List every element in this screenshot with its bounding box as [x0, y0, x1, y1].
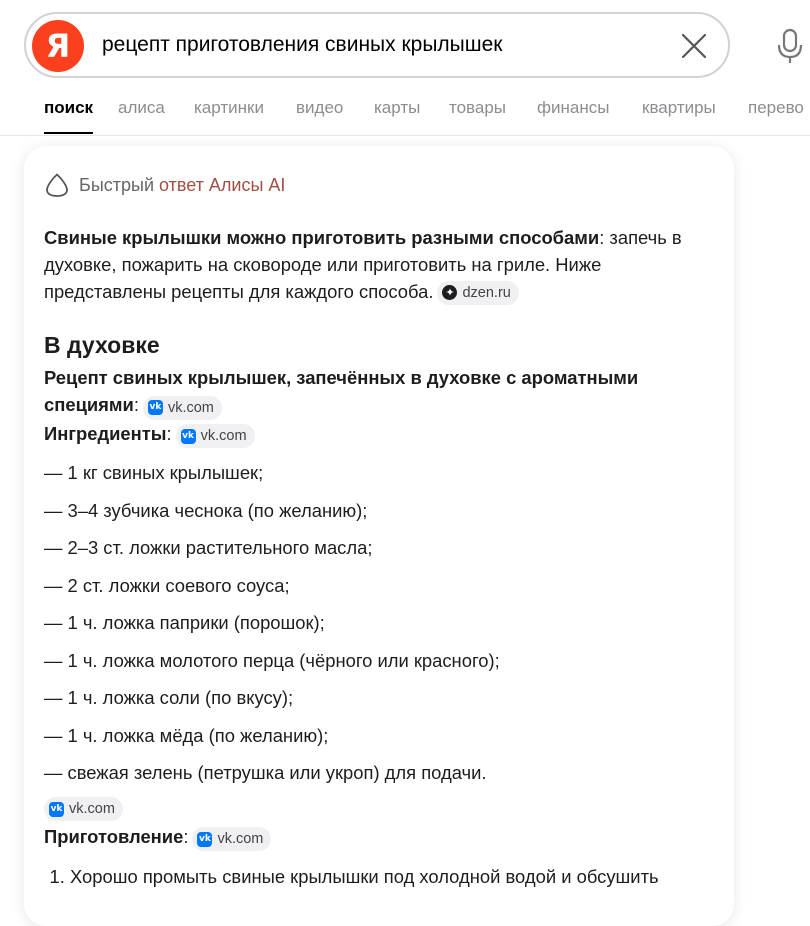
list-item: — свежая зелень (петрушка или укроп) для подачи. — [44, 762, 487, 783]
source-chip-vk[interactable] — [143, 396, 222, 420]
answer-label-alice: ответ Алисы AI — [159, 174, 286, 195]
search-input[interactable] — [102, 26, 662, 64]
answer-header — [44, 172, 285, 198]
tab-maps[interactable]: карты — [374, 98, 421, 117]
intro-paragraph — [44, 224, 716, 305]
search-box — [24, 12, 730, 78]
list-item: — 2–3 ст. ложки растительного масла; — [44, 537, 373, 558]
source-chip-dzen[interactable] — [437, 281, 518, 305]
list-item: 1. Хорошо промыть свиные крылышки под холодной водой и обсушить — [70, 863, 716, 890]
list-item: — 2 ст. ложки соевого соуса; — [44, 574, 290, 596]
dzen-icon: ✦ — [442, 285, 457, 300]
vk-icon: vk — [49, 802, 64, 817]
list-item: — 1 кг свиных крылышек; — [44, 462, 264, 483]
answer-content — [44, 224, 716, 890]
ingredients-list — [44, 459, 716, 797]
ingredients-title: Ингредиенты: vk vk.com — [44, 420, 716, 449]
tab-alice[interactable]: алиса — [118, 98, 165, 117]
ingredients-source — [44, 793, 716, 823]
clear-search-button[interactable] — [680, 32, 708, 60]
ingredients-title-text: Ингредиенты — [44, 422, 167, 444]
list-item: — 1 ч. ложка молотого перца (чёрного или красного); — [44, 649, 500, 671]
source-chip-label: vk.com — [217, 831, 264, 847]
close-icon — [680, 32, 708, 60]
intro-bold: Свиные крылышки можно приготовить разными способами — [44, 227, 600, 248]
list-item: — 1 ч. ложка соли (по вкусу); — [44, 687, 294, 708]
steps-list — [44, 863, 716, 890]
vk-icon: vk — [181, 429, 196, 444]
microphone-icon — [778, 28, 804, 64]
alice-answer-card — [24, 146, 734, 926]
source-chip-vk[interactable] — [44, 797, 123, 821]
tab-search[interactable]: поиск — [44, 98, 94, 117]
recipe-title-text: Рецепт свиных крылышек, запечённых в духовке с ароматными специями — [44, 367, 639, 415]
list-item: — 1 ч. ложка паприки (порошок); — [44, 612, 325, 633]
alice-icon — [44, 172, 70, 198]
header-divider — [0, 135, 810, 136]
vk-icon: vk — [197, 832, 212, 847]
source-chip-label: vk.com — [200, 428, 247, 444]
vk-icon: vk — [148, 400, 163, 415]
intro-text: : запечь в духовке, пожарить на сковороде или приготовить на гриле. Ниже представлены рецепты для каждого способа. — [44, 227, 682, 302]
source-chip-label: vk.com — [69, 801, 115, 817]
tab-video[interactable]: видео — [296, 98, 344, 117]
yandex-logo[interactable]: Я — [32, 20, 84, 72]
tab-realty[interactable]: квартиры — [642, 98, 716, 117]
preparation-title: Приготовление: vk vk.com — [44, 823, 716, 852]
section-title: В духовке — [44, 332, 160, 358]
preparation-title-text: Приготовление — [44, 825, 184, 847]
tab-finance[interactable]: финансы — [537, 98, 610, 117]
source-chip-label: vk.com — [167, 399, 214, 416]
tab-images[interactable]: картинки — [194, 98, 264, 117]
tab-products[interactable]: товары — [449, 98, 507, 117]
tab-translate[interactable]: перево — [748, 98, 804, 117]
voice-search-button[interactable] — [778, 28, 804, 64]
source-chip-label: dzen.ru — [462, 284, 511, 301]
source-chip-vk[interactable] — [192, 827, 271, 851]
list-item: — 1 ч. ложка мёда (по желанию); — [44, 724, 329, 746]
source-chip-vk[interactable] — [176, 424, 255, 448]
list-item: — 3–4 зубчика чеснока (по желанию); — [44, 499, 368, 521]
answer-label: Быстрый — [79, 174, 154, 195]
recipe-title: Рецепт свиных крылышек, запечённых в духовке с ароматными специями: vk vk.com — [44, 364, 716, 420]
